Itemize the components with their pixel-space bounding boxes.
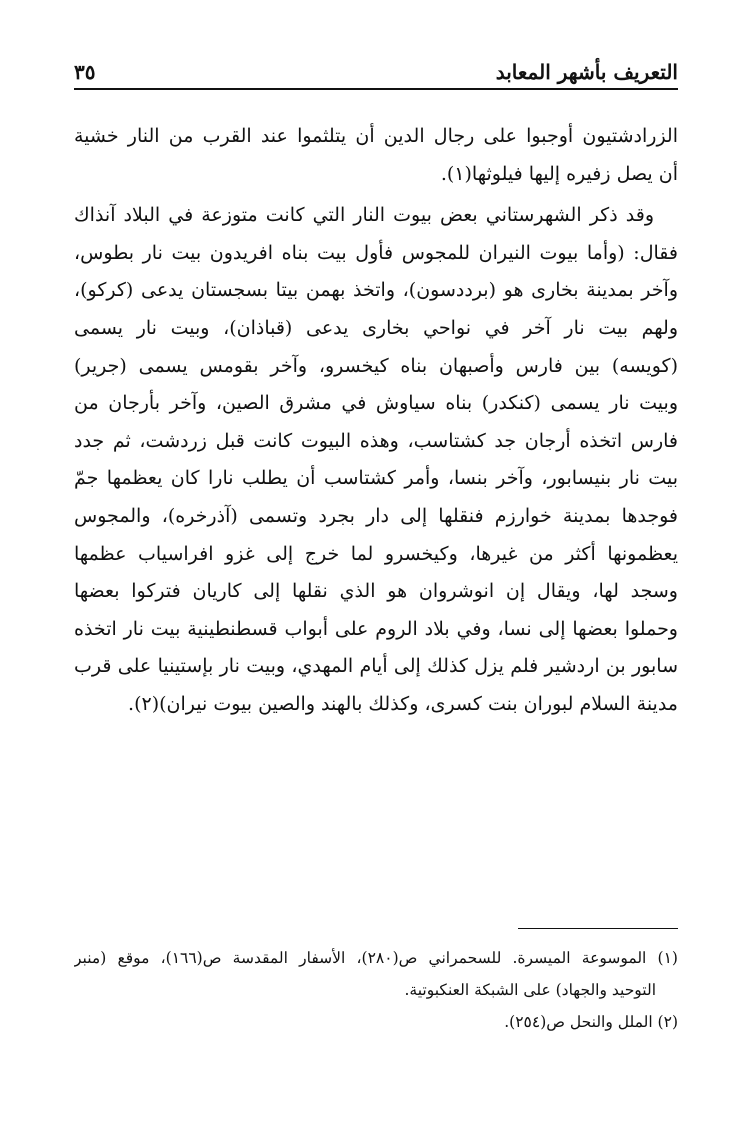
text-line: يعظمونها أكثر من غيرها، وكيخسرو لما خرج إلى غزو افراسياب عظمها bbox=[74, 542, 678, 565]
running-header bbox=[74, 58, 678, 90]
footnote-line: (٢) الملل والنحل ص(٢٥٤). bbox=[504, 1013, 678, 1031]
text-line: وبيت نار يسمى (كنكدر) بناه سياوش في مشرق الصين، وآخر بأرجان من bbox=[74, 392, 678, 415]
footnotes bbox=[74, 942, 678, 1038]
main-text bbox=[74, 118, 678, 724]
text-line: فارس اتخذه أرجان جد كشتاسب، وهذه البيوت كانت قبل زردشت، ثم جدد bbox=[74, 429, 678, 452]
text-line: وحملوا بعضها إلى نسا، وفي بلاد الروم على أبواب قسطنطينية بيت نار اتخذه bbox=[74, 617, 678, 640]
footnote-line: التوحيد والجهاد) على الشبكة العنكبوتية. bbox=[404, 981, 656, 999]
text-line: وقد ذكر الشهرستاني بعض بيوت النار التي كانت متوزعة في البلاد آنذاك bbox=[74, 204, 654, 227]
footnote-divider bbox=[518, 928, 678, 929]
text-line: فوجدها بمدينة خوارزم فنقلها إلى دار بجرد وتسمى (آذرخره)، والمجوس bbox=[74, 504, 678, 527]
text-line: الزرادشتيون أوجبوا على رجال الدين أن يتلثموا عند القرب من النار خشية bbox=[74, 125, 678, 147]
text-line: وسجد لها، ويقال إن انوشروان هو الذي نقلها إلى كاريان فتركوا بعضها bbox=[74, 580, 678, 603]
page-number: ٣٥ bbox=[74, 60, 96, 84]
footnote-line: (١) الموسوعة الميسرة. للسحمراني ص(٢٨٠)، الأسفار المقدسة ص(١٦٦)، موقع (منبر bbox=[74, 949, 678, 967]
text-line: بيت نار بنيسابور، وآخر بنسا، وأمر كشتاسب أن يطلب نارا كان يعظمها جمّ bbox=[74, 467, 678, 490]
text-line: فقال: (وأما بيوت النيران للمجوس فأول بيت بناه افريدون بيت نار بطوس، bbox=[74, 241, 678, 264]
text-line: ولهم بيت نار آخر في نواحي بخارى يدعى (قباذان)، وبيت نار يسمى bbox=[74, 316, 678, 339]
text-line: وآخر بمدينة بخارى هو (برددسون)، واتخذ بهمن بيتا بسجستان يدعى (كركو)، bbox=[74, 279, 678, 302]
running-title: التعريف بأشهر المعابد bbox=[495, 60, 678, 84]
text-line: أن يصل زفيره إليها فيلوثها(١). bbox=[440, 162, 678, 185]
text-line: مدينة السلام لبوران بنت كسرى، وكذلك بالهند والصين بيوت نيران)(٢). bbox=[128, 692, 678, 715]
text-line: (كويسه) بين فارس وأصبهان بناه كيخسرو، وآخر بقومس يسمى (جرير) bbox=[74, 354, 678, 377]
text-line: سابور بن اردشير فلم يزل كذلك إلى أيام المهدي، وبيت نار بإستينيا على قرب bbox=[74, 655, 678, 678]
